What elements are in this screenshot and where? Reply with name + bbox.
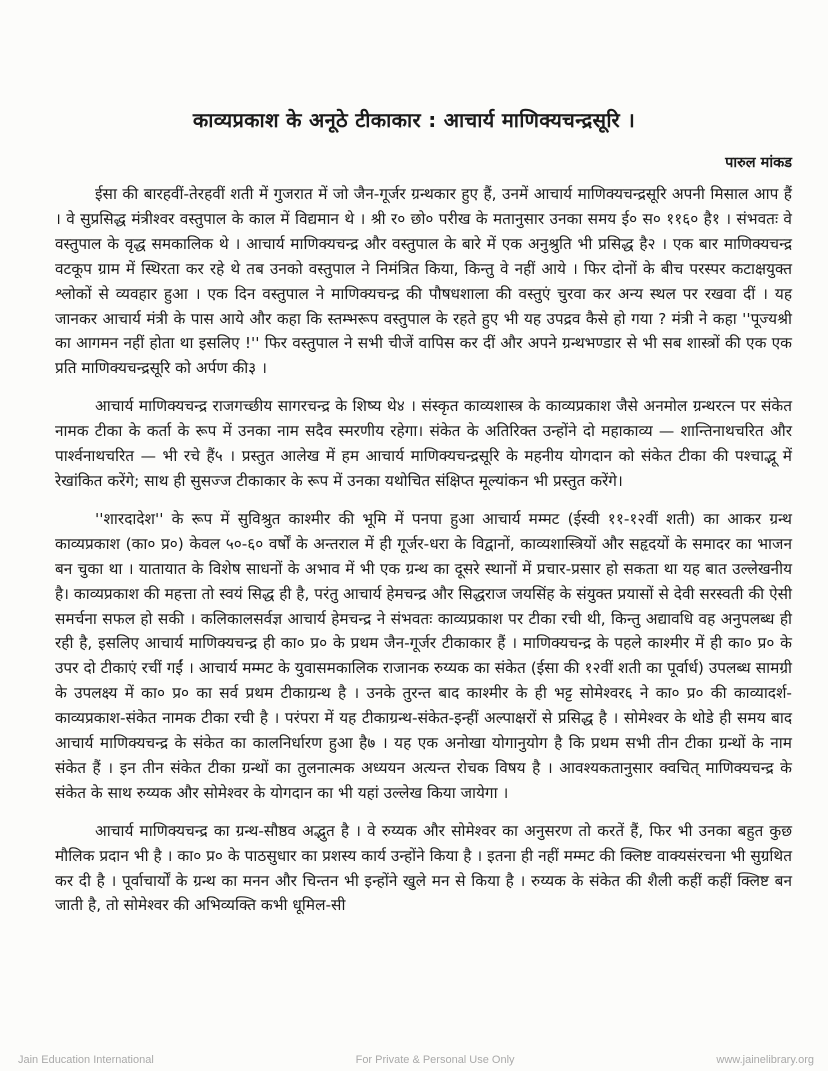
paragraph-2: आचार्य माणिक्यचन्द्र राजगच्छीय सागरचन्द्र के शिष्य थे४ । संस्कृत काव्यशास्त्र के काव्यप्रकाश जैसे अनमोल ग्रन्थरत्न पर संकेत नामक टीका के कर्ता के रूप में उनका नाम सदैव स्मरणीय रहेगा। संकेत के अतिरिक्त उन्होंने दो महाकाव्य — शान्तिनाथचरित और पार्श्वनाथचरित — भी रचे हैं५ । प्रस्तुत आलेख में हम आचार्य माणिक्यचन्द्रसूरि के महनीय योगदान को संकेत टीका की पश्चाद्भू में रेखांकित करेंगे; साथ ही सुसज्ज टीकाकार के रूप में उनका यथोचित संक्षिप्त मूल्यांकन भी प्रस्तुत करेंगे। [55, 397, 792, 490]
paragraph-1: ईसा की बारहवीं-तेरहवीं शती में गुजरात में जो जैन-गूर्जर ग्रन्थकार हुए हैं, उनमें आचार्य माणिक्यचन्द्रसूरि अपनी मिसाल आप हैं । वे सुप्रसिद्ध मंत्रीश्वर वस्तुपाल के काल में विद्यमान थे । श्री र० छो० परीख के मतानुसार उनका समय ई० स० ११६० है१ । संभवतः वे वस्तुपाल के वृद्ध समकालिक थे । आचार्य माणिक्यचन्द्र और वस्तुपाल के बारे में एक अनुश्रुति भी प्रसिद्ध है२ । एक बार माणिक्यचन्द्र वटकूप ग्राम में स्थिरता कर रहे थे तब उनको वस्तुपाल ने निमंत्रित किया, किन्तु वे नहीं आये । फिर दोनों के बीच परस्पर कटाक्षयुक्त श्लोकों से व्यवहार हुआ । एक दिन वस्तुपाल ने माणिक्यचन्द्र की पौषधशाला की वस्तुएं चुरवा कर अन्य स्थल पर रखवा दीं । यह जानकर आचार्य मंत्री के पास आये और कहा कि स्तम्भरूप वस्तुपाल के रहते हुए भी यह उपद्रव कैसे हो गया ? मंत्री ने कहा ''पूज्यश्री का आगमन नहीं होता था इसलिए !'' फिर वस्तुपाल ने सभी चीजें वापिस कर दीं और अपने ग्रन्थभण्डार से भी सब शास्त्रों की एक एक प्रति माणिक्यचन्द्रसूरि को अर्पण की३ । [55, 185, 792, 378]
page-title: काव्यप्रकाश के अनूठे टीकाकार : आचार्य माणिक्यचन्द्रसूरि । [192, 108, 636, 132]
scan-footer [18, 1054, 814, 1066]
paragraph-3: ''शारदादेश'' के रूप में सुविश्रुत काश्मीर की भूमि में पनपा हुआ आचार्य मम्मट (ईस्वी ११-१२वीं शती) का आकर ग्रन्थ काव्यप्रकाश (का० प्र०) केवल ५०-६० वर्षों के अन्तराल में ही गूर्जर-धरा के विद्वानों, काव्यशास्त्रियों और सहृदयों के समादर का भाजन बन चुका था । यातायात के विशेष साधनों के अभाव में भी एक ग्रन्थ का दूसरे स्थानों में प्रचार-प्रसार हो सकता था यह बात उल्लेखनीय है। काव्यप्रकाश की महत्ता तो स्वयं सिद्ध ही है, परंतु आचार्य हेमचन्द्र और सिद्धराज जयसिंह के संयुक्त प्रयासों से देवी सरस्वती की ऐसी समर्चना सफल हो सकी । कलिकालसर्वज्ञ आचार्य हेमचन्द्र ने संभवतः काव्यप्रकाश पर टीका रची थी, किन्तु अद्यावधि वह अनुपलब्ध ही रही है, इसलिए आचार्य माणिक्यचन्द्र ही का० प्र० के प्रथम जैन-गूर्जर टीकाकार हैं । माणिक्यचन्द्र के पहले काश्मीर में ही का० प्र० के उपर दो टीकाएं रचीं गईं । आचार्य मम्मट के युवासमकालिक राजानक रुय्यक का संकेत (ईसा की १२वीं शती का पूर्वार्ध) उपलब्ध सामग्री के उपलक्ष्य में का० प्र० का सर्व प्रथम टीकाग्रन्थ है । उनके तुरन्त बाद काश्मीर के ही भट्ट सोमेश्वर६ ने का० प्र० की काव्यादर्श-काव्यप्रकाश-संकेत नामक टीका रची है । परंपरा में यह टीकाग्रन्थ-संकेत-इन्हीं अल्पाक्षरों से प्रसिद्ध है । सोमेश्वर के थोडे ही समय बाद आचार्य माणिक्यचन्द्र के संकेत का कालनिर्धारण हुआ है७ । यह एक अनोखा योगानुयोग है कि प्रथम सभी तीन टीका ग्रन्थों के नाम संकेत हैं । इन तीन संकेत टीका ग्रन्थों का तुलनात्मक अध्ययन अत्यन्त रोचक विषय है । आवश्यकतानुसार क्वचित् माणिक्यचन्द्र के संकेत के साथ रुय्यक और सोमेश्वर के योगदान का भी यहां उल्लेख किया जायेगा । [55, 509, 792, 802]
paragraph-4: आचार्य माणिक्यचन्द्र का ग्रन्थ-सौष्ठव अद्भुत है । वे रुय्यक और सोमेश्वर का अनुसरण तो करतें हैं, फिर भी उनका बहुत कुछ मौलिक प्रदान भी है । का० प्र० के पाठसुधार का प्रशस्य कार्य उन्होंने किया है । इतना ही नहीं मम्मट की क्लिष्ट वाक्यसंरचना भी सुग्रथित कर दी है । पूर्वाचार्यों के ग्रन्थ का मनन और चिन्तन भी इन्होंने खुले मन से किया है । रुय्यक के संकेत की शैली कहीं कहीं क्लिष्ट बन जाती है, तो सोमेश्वर की अभिव्यक्ति कभी धूमिल-सी [55, 821, 792, 915]
author-name: पारुल मांकड [725, 155, 792, 171]
footer-usage-note: For Private & Personal Use Only [355, 1054, 515, 1066]
article-body [55, 182, 792, 918]
footer-website: www.jainelibrary.org [716, 1054, 814, 1066]
footer-publisher: Jain Education International [18, 1054, 154, 1066]
